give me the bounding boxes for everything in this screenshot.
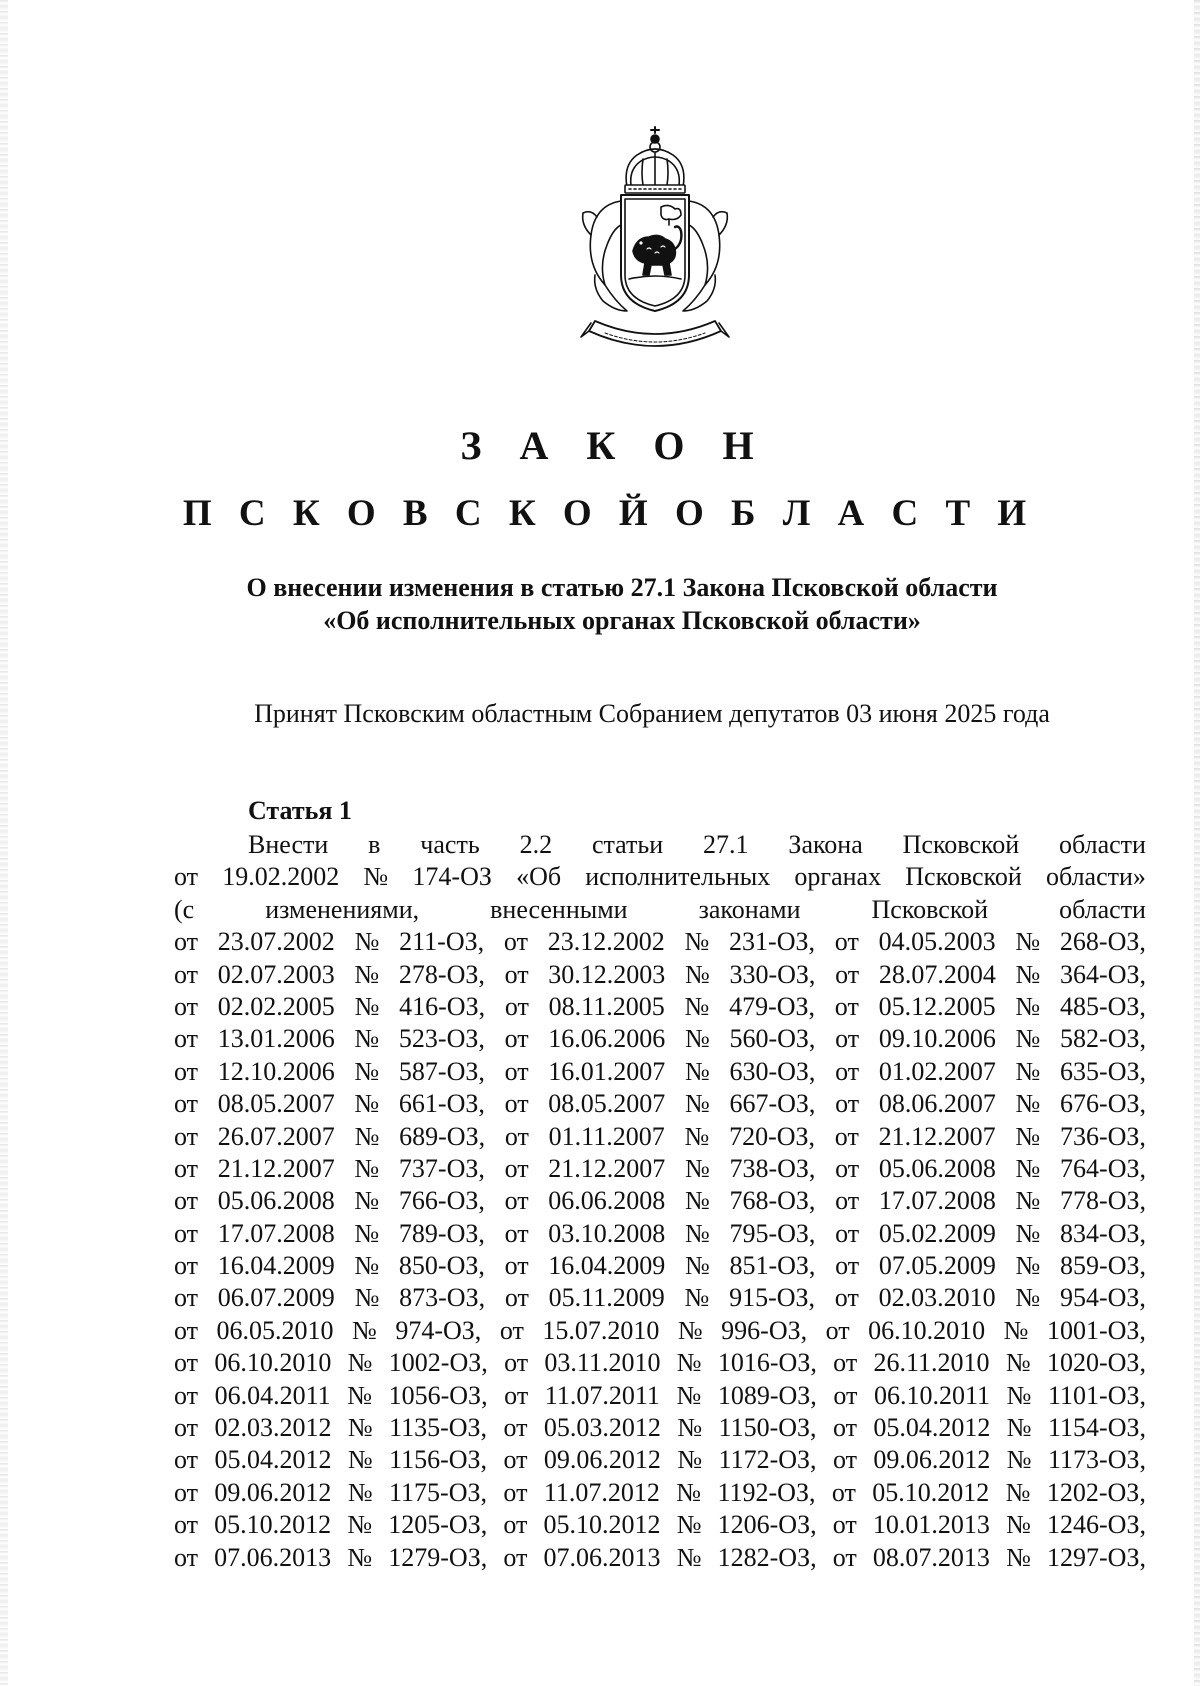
article-word: 08.05.2007 (548, 1089, 666, 1119)
article-word: исполнительных (585, 862, 771, 892)
article-word: от (504, 1121, 529, 1151)
article-word: от (504, 1283, 529, 1313)
article-word: 795-ОЗ, (729, 1218, 816, 1248)
article-word: 11.07.2011 (544, 1380, 660, 1410)
article-word: (с (174, 894, 195, 924)
article-word: 16.06.2006 (548, 1024, 666, 1054)
article-word: № (347, 1542, 373, 1572)
article-word: от (503, 1413, 528, 1443)
article-word: № (354, 1056, 380, 1086)
article-word: от (835, 1251, 860, 1281)
article-word: № (354, 1121, 380, 1151)
article-word: 17.07.2008 (217, 1218, 335, 1248)
article-word: от (835, 1186, 860, 1216)
article-word: 667-ОЗ, (729, 1089, 816, 1119)
article-word: № (354, 1024, 380, 1054)
article-word: от (835, 1024, 860, 1054)
article-word: 05.04.2012 (214, 1445, 332, 1475)
article-word: 416-ОЗ, (399, 991, 486, 1021)
article-word: № (684, 959, 710, 989)
article-word: 04.05.2003 (878, 927, 996, 957)
article-word: № (347, 1477, 373, 1507)
article-word: от (834, 1121, 859, 1151)
article-word: от (835, 1153, 860, 1183)
article-line (174, 1380, 1146, 1412)
article-line (174, 829, 1146, 861)
article-word: 1282-ОЗ, (717, 1542, 817, 1572)
article-word: № (347, 1348, 373, 1378)
article-word: № (354, 959, 380, 989)
article-word: 02.03.2010 (878, 1283, 996, 1313)
article-word: от (174, 1056, 199, 1086)
article-word: от (174, 862, 199, 892)
article-word: 587-ОЗ, (398, 1056, 485, 1086)
article-word: в (368, 830, 381, 859)
article-word: от (504, 1251, 529, 1281)
article-word: 1173-ОЗ, (1048, 1445, 1146, 1475)
article-word: изменениями, (265, 894, 420, 924)
article-word: от (833, 1348, 858, 1378)
article-word: № (1015, 1218, 1041, 1248)
article-word: 1002-ОЗ, (388, 1348, 488, 1378)
article-word: № (684, 1218, 710, 1248)
article-word: 1020-ОЗ, (1047, 1348, 1146, 1378)
article-word: 737-ОЗ, (398, 1153, 485, 1183)
article-word: 23.12.2002 (547, 927, 665, 957)
article-word: 1001-ОЗ, (1046, 1315, 1146, 1345)
article-word: 1206-ОЗ, (717, 1510, 817, 1540)
article-word: № (684, 1121, 710, 1151)
article-word: № (354, 1251, 380, 1281)
article-word: Псковской (905, 862, 1022, 892)
article-word: от (832, 1542, 857, 1572)
article-word: 2.2 (519, 830, 553, 859)
article-word: № (347, 1380, 373, 1410)
article-word: от (504, 1218, 529, 1248)
article-word: от (832, 1413, 857, 1443)
article-word: Внести (248, 830, 329, 859)
article-word: 05.11.2009 (548, 1283, 665, 1313)
article-word: 1192-ОЗ, (717, 1477, 816, 1507)
document-region: П С К О В С К О Й О Б Л А С Т И (182, 493, 1036, 534)
article-word: № (1006, 1413, 1032, 1443)
article-word: 05.02.2009 (878, 1218, 996, 1248)
article-word: 01.11.2007 (548, 1121, 665, 1151)
article-word: 915-ОЗ, (729, 1283, 816, 1313)
article-word: 268-ОЗ, (1059, 927, 1146, 957)
article-line (174, 1153, 1146, 1185)
article-word: 768-ОЗ, (729, 1186, 816, 1216)
article-word: 764-ОЗ, (1060, 1153, 1146, 1183)
article-word: № (354, 1218, 380, 1248)
article-word: 635-ОЗ, (1060, 1056, 1146, 1086)
article-word: 06.10.2010 (214, 1348, 332, 1378)
article-word: № (684, 1153, 710, 1183)
article-word: от (174, 1445, 199, 1475)
article-word: 560-ОЗ, (729, 1024, 816, 1054)
article-word: № (1015, 1283, 1041, 1313)
article-word: 689-ОЗ, (399, 1121, 486, 1151)
article-word: № (347, 1445, 373, 1475)
article-line (174, 1347, 1146, 1379)
article-word: области (1059, 830, 1146, 859)
article-word: № (684, 991, 710, 1021)
article-line (174, 1509, 1146, 1541)
article-word: 738-ОЗ, (729, 1153, 816, 1183)
document-subject-line-1: О внесении изменения в статью 27.1 Закона Псковской области (246, 573, 998, 602)
article-word: 736-ОЗ, (1059, 1121, 1146, 1151)
article-line (174, 1315, 1146, 1347)
article-word: 330-ОЗ, (729, 959, 816, 989)
article-word: № (1015, 927, 1041, 957)
article-word: 23.07.2002 (217, 927, 335, 957)
article-word: № (1015, 959, 1041, 989)
article-word: 1297-ОЗ, (1047, 1542, 1146, 1572)
document-subject-line-2: «Об исполнительных органах Псковской области» (323, 606, 921, 635)
article-word: № (684, 1089, 710, 1119)
article-word: 211-ОЗ, (399, 927, 485, 957)
article-word: № (354, 1153, 380, 1183)
article-word: № (1015, 1153, 1041, 1183)
article-word: 789-ОЗ, (398, 1218, 485, 1248)
article-word: от (835, 1056, 860, 1086)
article-word: от (174, 1348, 199, 1378)
article-word: от (174, 1542, 199, 1572)
article-word: от (174, 927, 199, 957)
article-word: органах (794, 862, 882, 892)
article-word: от (503, 1542, 528, 1572)
adoption-statement: Принят Псковским областным Собранием депутатов 03 июня 2025 года (254, 699, 1050, 728)
article-word: 03.10.2008 (548, 1218, 666, 1248)
article-word: от (504, 991, 529, 1021)
article-word: 1279-ОЗ, (388, 1542, 488, 1572)
article-word: № (352, 1315, 377, 1345)
article-word: 850-ОЗ, (398, 1251, 485, 1281)
article-line (174, 1444, 1146, 1476)
article-word: 05.06.2008 (878, 1153, 996, 1183)
article-word: № (676, 1477, 702, 1507)
article-line (174, 1088, 1146, 1120)
article-word: № (1015, 1186, 1041, 1216)
article-word: от (504, 1089, 529, 1119)
article-word: № (354, 991, 380, 1021)
article-word: № (354, 927, 380, 957)
article-line (174, 1542, 1146, 1574)
article-word: 05.06.2008 (217, 1186, 335, 1216)
article-line (174, 1121, 1146, 1153)
article-word: 851-ОЗ, (729, 1251, 816, 1281)
article-word: № (354, 1089, 380, 1119)
article-word: 834-ОЗ, (1060, 1218, 1146, 1248)
article-line (174, 1056, 1146, 1088)
article-word: 09.06.2012 (214, 1477, 332, 1507)
article-word: № (1015, 1024, 1041, 1054)
document-title: З А К О Н (460, 423, 768, 468)
article-word: 02.03.2012 (214, 1413, 332, 1443)
article-word: 16.04.2009 (548, 1251, 666, 1281)
article-word: часть (420, 830, 480, 859)
article-word: от (174, 991, 199, 1021)
article-word: № (1015, 1121, 1041, 1151)
article-word: от (174, 1510, 199, 1540)
article-line (174, 1023, 1146, 1055)
article-word: 07.06.2013 (214, 1542, 332, 1572)
article-word: 778-ОЗ, (1060, 1186, 1146, 1216)
article-word: № (363, 862, 389, 892)
article-word: Закона (788, 830, 863, 859)
article-word: № (1006, 1380, 1032, 1410)
article-word: № (676, 1380, 702, 1410)
article-word: 12.10.2006 (217, 1056, 335, 1086)
article-word: области» (1045, 862, 1146, 892)
article-word: № (677, 1413, 703, 1443)
article-line (174, 861, 1146, 893)
article-word: 15.07.2010 (542, 1315, 660, 1345)
article-word: 09.06.2012 (873, 1445, 991, 1475)
article-word: 17.07.2008 (878, 1186, 996, 1216)
article-word: от (504, 1348, 529, 1378)
article-word: № (1015, 1056, 1041, 1086)
article-word: от (503, 927, 528, 957)
article-word: № (684, 1056, 710, 1086)
article-word: № (677, 1445, 703, 1475)
article-word: 1202-ОЗ, (1046, 1477, 1146, 1507)
article-word: 873-ОЗ, (399, 1283, 486, 1313)
article-word: 05.12.2005 (878, 991, 996, 1021)
article-word: 1205-ОЗ, (388, 1510, 488, 1540)
article-word: 02.07.2003 (217, 959, 335, 989)
article-word: 08.07.2013 (872, 1542, 990, 1572)
article-word: 16.01.2007 (548, 1056, 666, 1086)
article-word: 523-ОЗ, (398, 1024, 485, 1054)
article-word: № (684, 1186, 710, 1216)
article-word: № (1006, 1510, 1031, 1540)
article-word: 09.06.2012 (543, 1445, 661, 1475)
article-word: 21.12.2007 (548, 1153, 666, 1183)
article-word: № (347, 1510, 373, 1540)
article-word: 1089-ОЗ, (717, 1380, 817, 1410)
article-word: № (1015, 1089, 1041, 1119)
article-word: от (174, 1153, 199, 1183)
scan-edge-right (1194, 0, 1200, 1686)
article-word: 1154-ОЗ, (1048, 1413, 1146, 1443)
article-word: от (834, 991, 859, 1021)
article-line (174, 1412, 1146, 1444)
article-word: 479-ОЗ, (729, 991, 816, 1021)
article-word: 485-ОЗ, (1059, 991, 1146, 1021)
article-line (174, 1477, 1146, 1509)
article-word: от (835, 1089, 860, 1119)
article-word: 11.07.2012 (543, 1477, 660, 1507)
article-word: от (174, 1413, 199, 1443)
article-word: от (834, 1283, 859, 1313)
article-word: № (677, 1315, 703, 1345)
article-word: 19.02.2002 (222, 862, 340, 892)
article-line (174, 991, 1146, 1023)
article-word: от (834, 927, 859, 957)
article-word: 1150-ОЗ, (718, 1413, 817, 1443)
article-word: от (174, 1089, 199, 1119)
article-word: 974-ОЗ, (395, 1315, 482, 1345)
article-line (174, 1250, 1146, 1282)
article-word: 1175-ОЗ, (389, 1477, 488, 1507)
article-word: № (684, 927, 710, 957)
article-word: от (831, 1477, 856, 1507)
article-word: 766-ОЗ, (398, 1186, 485, 1216)
article-word: от (833, 1380, 858, 1410)
article-word: 859-ОЗ, (1060, 1251, 1146, 1281)
article-word: 582-ОЗ, (1060, 1024, 1146, 1054)
article-word: № (676, 1542, 702, 1572)
article-word: «Об (516, 862, 562, 892)
article-word: 05.10.2012 (543, 1510, 661, 1540)
article-word: № (684, 1024, 710, 1054)
article-line (174, 1282, 1146, 1314)
article-word: 06.10.2010 (868, 1315, 986, 1345)
article-word: от (504, 959, 529, 989)
article-word: 1172-ОЗ, (718, 1445, 817, 1475)
article-word: от (503, 1477, 528, 1507)
article-word: 720-ОЗ, (729, 1121, 816, 1151)
article-word: № (676, 1348, 702, 1378)
article-word: № (684, 1283, 710, 1313)
article-word: от (174, 1251, 199, 1281)
article-word: внесенными (490, 894, 628, 924)
article-word: от (835, 959, 860, 989)
article-word: 1101-ОЗ, (1048, 1380, 1146, 1410)
article-line (174, 1185, 1146, 1217)
article-word: 16.04.2009 (217, 1251, 335, 1281)
article-word: от (174, 1315, 199, 1345)
article-word: 07.06.2013 (543, 1542, 661, 1572)
article-word: 06.10.2011 (873, 1380, 991, 1410)
article-line (174, 894, 1146, 926)
article-word: 05.04.2012 (873, 1413, 991, 1443)
article-word: 27.1 (703, 830, 749, 859)
article-word: 05.10.2012 (872, 1477, 990, 1507)
article-word: 231-ОЗ, (729, 927, 816, 957)
article-word: от (174, 1283, 199, 1313)
article-word: № (1005, 1348, 1031, 1378)
article-word: 26.07.2007 (217, 1121, 335, 1151)
article-word: от (503, 1510, 528, 1540)
article-word: законами (698, 894, 801, 924)
article-word: 08.05.2007 (217, 1089, 335, 1119)
article-word: области (1059, 894, 1146, 924)
article-word: от (174, 1477, 199, 1507)
article-word: статьи (591, 830, 664, 859)
article-word: № (1006, 1542, 1031, 1572)
article-word: от (835, 1218, 860, 1248)
article-word: 08.06.2007 (878, 1089, 996, 1119)
article-word: № (1003, 1315, 1029, 1345)
article-word: от (504, 1186, 529, 1216)
article-word: 26.11.2010 (873, 1348, 990, 1378)
article-word: от (174, 1218, 199, 1248)
article-word: № (1015, 991, 1041, 1021)
article-word: от (174, 1380, 199, 1410)
article-line (174, 926, 1146, 958)
article-word: от (174, 1186, 199, 1216)
article-word: 21.12.2007 (217, 1153, 335, 1183)
article-word: Псковской (902, 830, 1020, 859)
article-heading: Статья 1 (248, 796, 352, 825)
article-word: 21.12.2007 (878, 1121, 996, 1151)
article-word: от (174, 1121, 199, 1151)
article-word: 05.10.2012 (214, 1510, 332, 1540)
article-word: от (504, 1153, 529, 1183)
article-word: от (504, 1024, 529, 1054)
article-word: Псковской (871, 894, 989, 924)
article-word: 1246-ОЗ, (1047, 1510, 1146, 1540)
article-word: 1135-ОЗ, (389, 1413, 488, 1443)
article-word: № (684, 1251, 710, 1281)
article-word: № (354, 1186, 380, 1216)
article-word: 09.10.2006 (878, 1024, 996, 1054)
article-word: 03.11.2010 (544, 1348, 661, 1378)
article-word: № (1015, 1251, 1041, 1281)
article-word: от (825, 1315, 850, 1345)
article-word: № (354, 1283, 380, 1313)
article-word: 278-ОЗ, (398, 959, 485, 989)
article-word: от (504, 1380, 529, 1410)
article-word: от (832, 1445, 857, 1475)
article-word: № (1006, 1445, 1032, 1475)
article-word: 1056-ОЗ, (388, 1380, 488, 1410)
article-word: от (499, 1315, 524, 1345)
article-word: № (347, 1413, 373, 1443)
article-word: 05.03.2012 (543, 1413, 661, 1443)
scan-edge-left (0, 0, 8, 1686)
article-word: от (174, 959, 199, 989)
article-line (174, 959, 1146, 991)
article-word: 174-ОЗ (412, 862, 492, 892)
article-body (174, 829, 1146, 1574)
article-word: 1156-ОЗ, (389, 1445, 488, 1475)
article-word: 06.06.2008 (548, 1186, 666, 1216)
article-word: № (1005, 1477, 1031, 1507)
article-word: 30.12.2003 (548, 959, 666, 989)
article-word: 13.01.2006 (217, 1024, 335, 1054)
article-word: 676-ОЗ, (1060, 1089, 1146, 1119)
article-word: 364-ОЗ, (1060, 959, 1146, 989)
article-word: 06.04.2011 (214, 1380, 331, 1410)
article-word: от (174, 1024, 199, 1054)
article-word: 01.02.2007 (878, 1056, 996, 1086)
coat-of-arms-emblem (565, 125, 745, 365)
article-word: № (676, 1510, 702, 1540)
article-word: 06.05.2010 (216, 1315, 334, 1345)
article-line (174, 1218, 1146, 1250)
article-word: от (503, 1445, 528, 1475)
article-word: 1016-ОЗ, (717, 1348, 817, 1378)
article-word: 630-ОЗ, (729, 1056, 816, 1086)
article-word: 08.11.2005 (548, 991, 665, 1021)
article-word: 661-ОЗ, (398, 1089, 485, 1119)
article-word: 02.02.2005 (217, 991, 335, 1021)
article-word: от (832, 1510, 857, 1540)
article-word: 07.05.2009 (878, 1251, 996, 1281)
article-word: от (504, 1056, 529, 1086)
article-word: 10.01.2013 (872, 1510, 990, 1540)
article-word: 996-ОЗ, (721, 1315, 808, 1345)
article-word: 954-ОЗ, (1059, 1283, 1146, 1313)
article-word: 28.07.2004 (878, 959, 996, 989)
article-word: 06.07.2009 (217, 1283, 335, 1313)
